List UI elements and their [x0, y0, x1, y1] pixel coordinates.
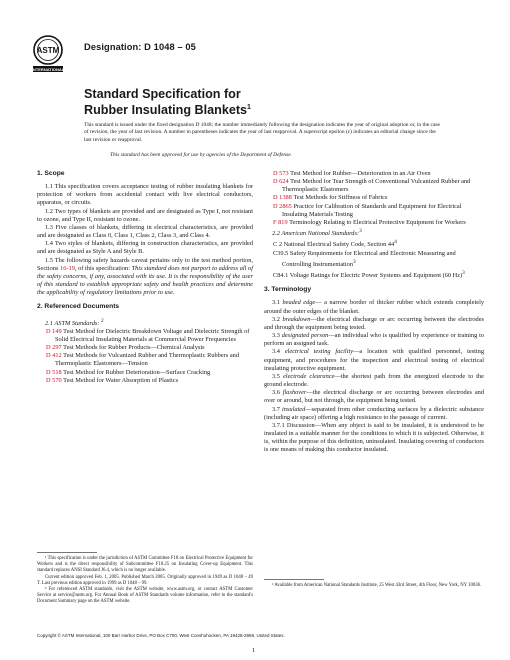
terminology-item: 3.1 beaded edge— a narrow border of thicker rubber which extends completely around the outer edges of the blanket. — [264, 299, 484, 315]
footnote-1-edition: Current edition approved Feb. 1, 2005. Published March 2005. Originally approved in 1949 as D 1048 – 49 T. Last previous edition approved in 1999 as D 1048 – 99. — [37, 574, 253, 586]
astm-ref-code-link[interactable]: D 573 — [273, 170, 289, 177]
terminology-list — [264, 299, 484, 421]
astm-ref-code-link[interactable]: D 297 — [46, 344, 62, 352]
footnote-rule-right — [264, 579, 324, 580]
scope-1-4: 1.4 Two styles of blankets, differing in construction characteristics, are provided and are designated as Style A and Style B. — [37, 240, 253, 256]
astm-reference-list — [37, 328, 253, 385]
terminology-discussion: 3.7.1 Discussion—When any object is said to be insulated, it is understood to be insulated in a suitable manner for the conditions to which it is subjected. Otherwise, it is, within the purpose of this definition, uninsulated. Insulating covering of conductors is one means of making this conductor insulated. — [264, 421, 484, 454]
footnote-rule-left — [37, 552, 97, 553]
astm-ref-item: D 149 Test Method for Dielectric Breakdown Voltage and Dielectric Strength of Solid Electrical Insulating Materials at Commercial Power Frequencies — [46, 327, 250, 343]
terminology-item: 3.7 insulated—separated from other conducting surfaces by a dielectric substance (including air space) offering a high resistance to the passage of current. — [264, 405, 484, 421]
footnote-1: ¹ This specification is under the jurisdiction of ASTM Committee F18 on Electrical Protective Equipment for Workers and is the direct responsibility of Subcommittee F18.25 on Insulating Cover-up Equipment. This standard replaces ANSI Standard J6.4, which is no longer available. — [37, 556, 253, 574]
scope-1-5: 1.5 The following safety hazards caveat pertains only to the test method portion, Sections 16-19, of this specification: This standard does not purport to address all of the safety concerns, if any, associated with its use. It is the responsibility of the user of this standard to establish appropriate safety and health practices and determine the applicability of regulatory limitations prior to use. — [37, 256, 253, 297]
terminology-item: 3.5 electrode clearance—the shortest path from the energized electrode to the ground electrode. — [264, 372, 484, 389]
section-heading-referenced-documents: 2. Referenced Documents — [37, 303, 120, 311]
left-column — [37, 170, 253, 385]
designation: Designation: D 1048 – 05 — [84, 42, 196, 52]
astm-ref-item: D 1388 Test Methods for Stiffness of Fabrics — [273, 194, 388, 202]
defense-notice: This standard has been approved for use by agencies of the Department of Defense. — [110, 152, 293, 158]
terminology-item: 3.6 flashover—the electrical discharge or arc occurring between electrodes and over or around, but not through, the equipment being tested. — [264, 389, 484, 405]
astm-ref-code-link[interactable]: D 1388 — [273, 194, 292, 202]
astm-ref-code-link[interactable]: D 570 — [46, 376, 62, 384]
astm-ref-item: D 518 Test Method for Rubber Deterioration—Surface Cracking — [46, 368, 211, 376]
terminology-item: 3.3 designated person—an individual who is qualified by experience or training to perform an assigned task. — [264, 332, 485, 348]
ansi-ref-c2: C 2 National Electrical Safety Code, Section $44^4$ — [273, 239, 397, 249]
astm-logo — [30, 34, 66, 74]
page-number: 1 — [252, 647, 256, 654]
astm-ref-item: D 573 Test Method for Rubber—Deterioration in an Air Oven — [273, 170, 431, 177]
footnotes-left — [37, 556, 253, 606]
footnote-2: ² For referenced ASTM standards, visit the ASTM website, www.astm.org, or contact ASTM Customer Service at service@astm.org. For Annual Book of ASTM Standards volume information, refer to the standard's Document Summary page on the ASTM website. — [37, 587, 253, 605]
ansi-ref-c39-5: C39.5 Safety Requirements for Electrical and Electronic Measuring and Controlling Instrumentation$^3$ — [273, 249, 456, 268]
astm-ref-code-link[interactable]: F 819 — [273, 218, 288, 226]
terminology-item: 3.2 breakdown—the electrical discharge or arc occurring between the electrodes and through the equipment being tested. — [264, 315, 484, 331]
ansi-standards-label: 2.2 American National Standards:$^3$ — [272, 228, 362, 238]
svg-text:ASTM: ASTM — [36, 46, 60, 55]
astm-reference-list-continued — [264, 170, 484, 227]
terminology-item: 3.4 electrical testing facility—a location with qualified personnel, testing equipment, and procedures for the inspection and electrical testing of electrical insulating protective equipment. — [264, 348, 484, 372]
scope-1-3: 1.3 Five classes of blankets, differing in electrical characteristics, are provided and are designated as Class 0, Class 1, Class 2, Class 3, and Class 4. — [37, 223, 253, 240]
standard-intro: This standard is issued under the fixed designation D 1048; the number immediately following the designation indicates the year of original adoption or, in the case of revision, the year of last revision. A number in parentheses indicates the year of last reapproval. A superscript epsilon (ε) indicates an editorial change since the last revision or reapproval. — [84, 122, 440, 143]
copyright-line: Copyright © ASTM International, 100 Barr Harbor Drive, PO Box C700, West Conshohocken, PA 19428-2959, United States. — [37, 633, 285, 638]
right-column — [264, 170, 484, 454]
astm-standards-label: 2.1 ASTM Standards: $^2$ — [45, 317, 104, 327]
title-line-1: Standard Specification for — [84, 87, 241, 101]
footnote-3: ³ Available from American National Standards Institute, 25 West 43rd Street, 4th Floor, New York, NY 10036. — [272, 583, 482, 588]
astm-ref-item: F 819 Terminology Relating to Electrical Protective Equipment for Workers — [273, 218, 466, 226]
astm-ref-code-link[interactable]: D 2865 — [273, 202, 292, 210]
astm-ref-code-link[interactable]: D 412 — [46, 352, 62, 360]
astm-ref-item: D 2865 Practice for Calibration of Standards and Equipment for Electrical Insulating Materials Testing — [273, 202, 462, 218]
page-title — [84, 87, 251, 117]
scope-1-1: 1.1 This specification covers acceptance testing of rubber insulating blankets for protection of workers from accidental contact with live electrical conductors, apparatus, or circuits. — [37, 183, 253, 207]
footnotes-right — [264, 583, 484, 589]
section-heading-scope: 1. Scope — [37, 170, 65, 177]
logo-text: INTERNATIONAL — [31, 67, 65, 72]
astm-ref-code-link[interactable]: D 518 — [46, 368, 62, 376]
sections-link[interactable]: 16-19 — [60, 264, 75, 272]
section-heading-terminology: 3. Terminology — [264, 286, 312, 294]
scope-1-2: 1.2 Two types of blankets are provided and are designated as Type I, not resistant to ozone, and Type II, resistant to ozone. — [37, 207, 253, 223]
ansi-ref-c84-1: C84.1 Voltage Ratings for Electric Power Systems and Equipment (60 Hz)$^3$ — [273, 270, 465, 280]
astm-ref-code-link[interactable]: D 149 — [46, 327, 62, 335]
astm-ref-item: D 412 Test Methods for Vulcanized Rubber and Thermoplastic Rubbers and Thermoplastic Elastomers—Tension — [46, 352, 239, 368]
title-footnote-mark[interactable]: 1 — [247, 104, 251, 111]
astm-ref-item: D 624 Test Method for Tear Strength of Conventional Vulcanized Rubber and Thermoplastic Elastomers — [273, 178, 471, 194]
astm-ref-item: D 570 Test Method for Water Absorption of Plastics — [46, 376, 179, 384]
title-line-2: Rubber Insulating Blankets$^1$ — [84, 103, 251, 118]
astm-ref-code-link[interactable]: D 624 — [273, 178, 289, 186]
astm-ref-item: D 297 Test Methods for Rubber Products—Chemical Analysis — [46, 344, 205, 352]
